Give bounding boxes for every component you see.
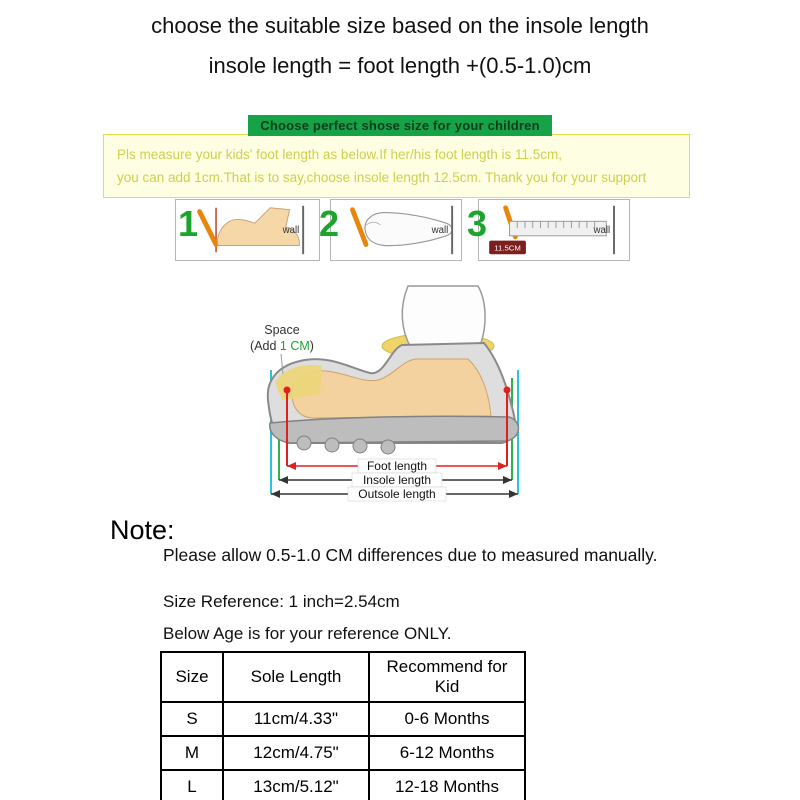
toe-dot <box>284 387 291 394</box>
foot-length-arrow <box>287 459 507 473</box>
outsole-length-arrow <box>271 487 518 501</box>
yellow-note-box <box>103 134 690 198</box>
insole-length-label: Insole length <box>362 473 432 487</box>
page-title: choose the suitable size based on the insole length <box>151 13 649 38</box>
yellow-note-line2: you can add 1cm.That is to say,choose insole length 12.5cm. Thank you for your support <box>117 170 647 185</box>
header-recommend: Recommend for Kid <box>369 652 525 702</box>
measure-step-2 <box>319 199 462 261</box>
step2-foot-top-illustration <box>331 200 461 260</box>
cell-sole-l: 13cm/5.12" <box>223 770 369 800</box>
note-line-size-reference: Size Reference: 1 inch=2.54cm <box>163 592 400 611</box>
header-size: Size <box>161 652 223 702</box>
leg-shape <box>402 286 485 348</box>
measure-step-1 <box>175 199 320 261</box>
cell-recommend-s: 0-6 Months <box>369 702 525 736</box>
shoe-measurement-diagram <box>230 282 570 508</box>
measure-step-3 <box>467 199 630 261</box>
cell-size-l: L <box>161 770 223 800</box>
cell-sole-m: 12cm/4.75" <box>223 736 369 770</box>
measure-badge-label: 11.5CM <box>494 243 521 253</box>
cell-size-m: M <box>161 736 223 770</box>
green-banner-wrap <box>0 115 800 136</box>
shoe-illustration <box>230 282 570 508</box>
pencil-icon <box>352 210 366 245</box>
outsole-length-label: Outsole length <box>358 487 436 501</box>
step1-number: 1 <box>178 203 199 244</box>
pencil-icon <box>200 212 216 245</box>
cell-recommend-l: 12-18 Months <box>369 770 525 800</box>
ruler-icon <box>509 221 606 236</box>
insole-length-arrow <box>279 473 512 487</box>
step3-ruler-illustration <box>479 200 629 260</box>
table-row-s <box>161 702 525 736</box>
table-header-row <box>161 652 525 702</box>
cell-sole-s: 11cm/4.33" <box>223 702 369 736</box>
note-line-age-reference: Below Age is for your reference ONLY. <box>163 624 452 643</box>
heel-dot <box>504 387 511 394</box>
green-banner: Choose perfect shose size for your children <box>248 115 552 136</box>
size-reference-table <box>160 651 526 800</box>
table-row-l <box>161 770 525 800</box>
table-row-m <box>161 736 525 770</box>
note-line-manual-difference: Please allow 0.5-1.0 CM differences due to measured manually. <box>163 545 658 565</box>
foot-length-label: Foot length <box>366 459 428 473</box>
step2-number: 2 <box>319 203 340 244</box>
wall-label: wall <box>282 224 300 236</box>
page-subtitle: insole length = foot length +(0.5-1.0)cm <box>208 53 592 78</box>
wall-label: wall <box>431 224 449 236</box>
cell-recommend-m: 6-12 Months <box>369 736 525 770</box>
header-sole-length: Sole Length <box>223 652 369 702</box>
space-label-line2: (Add 1 CM) <box>250 339 314 353</box>
step3-number: 3 <box>467 203 488 244</box>
yellow-note-line1: Pls measure your kids' foot length as below.If her/his foot length is 11.5cm, <box>117 147 563 162</box>
space-label-line1: Space <box>264 323 300 337</box>
note-heading: Note: <box>110 515 175 545</box>
wall-label: wall <box>593 224 611 236</box>
cell-size-s: S <box>161 702 223 736</box>
